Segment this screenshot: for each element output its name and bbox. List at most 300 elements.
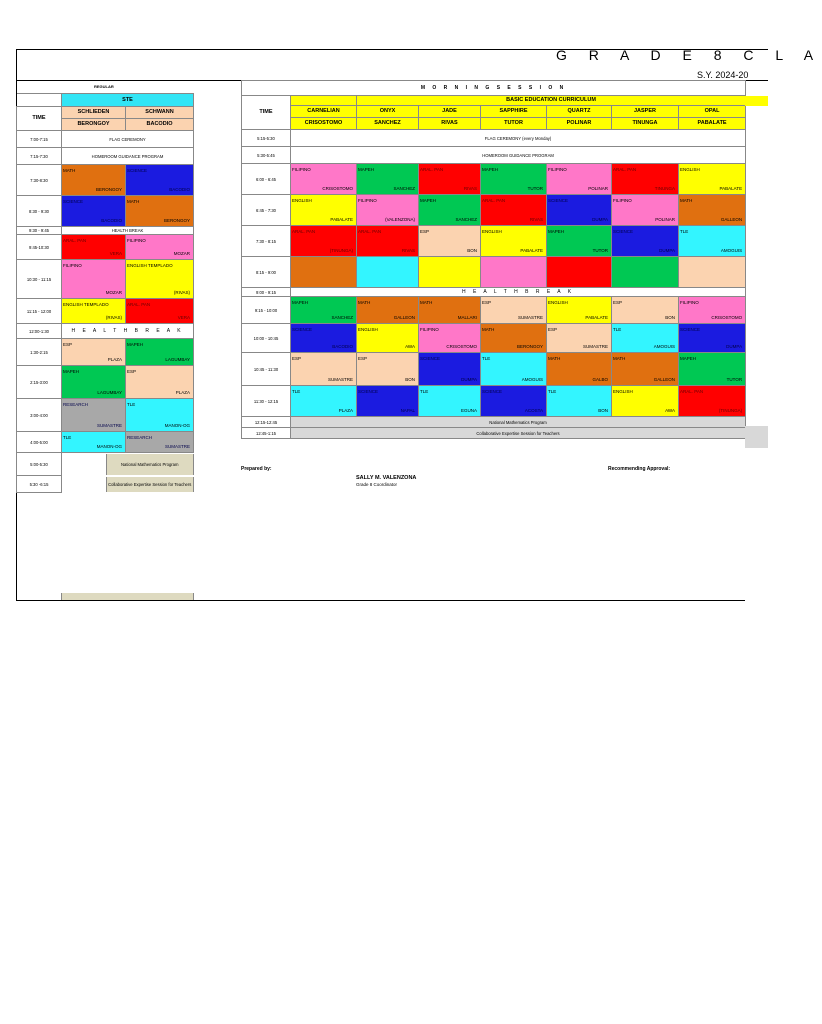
schedule-cell — [612, 257, 679, 288]
overflow-shade — [745, 426, 768, 448]
schedule-cell-content — [547, 164, 611, 194]
teacher-label: BERONGOY — [516, 344, 543, 349]
subject-label: FILIPINO — [420, 327, 439, 332]
subject-label: MAPEH — [680, 356, 697, 361]
schedule-cell — [612, 164, 679, 195]
subject-label: FILIPINO — [613, 198, 632, 203]
schedule-cell — [357, 297, 419, 324]
schedule-cell — [291, 164, 357, 195]
schedule-cell — [126, 366, 194, 399]
time-cell: 11:30 - 12:15 — [242, 386, 291, 417]
schedule-cell — [547, 386, 612, 417]
schedule-cell — [291, 386, 357, 417]
schedule-cell — [126, 299, 194, 324]
teacher-label: SUMASTRE — [165, 444, 191, 449]
schedule-cell-content — [612, 386, 678, 416]
regular-label: REGULAR — [94, 84, 114, 89]
time-cell: 7:00-7:15 — [17, 131, 62, 148]
span-cell: HOMEROOM GUIDANCE PROGRAM — [62, 148, 194, 165]
schedule-cell — [481, 297, 547, 324]
teacher-label: GALLEON — [393, 315, 415, 320]
schedule-cell — [547, 297, 612, 324]
schedule-row — [17, 399, 194, 432]
time-cell: 7:15-7:30 — [17, 148, 62, 165]
teacher-label: PABALATE — [585, 315, 608, 320]
teacher-label: NAPAL — [400, 408, 415, 413]
section-name: CARNELIAN — [291, 106, 357, 118]
schedule-cell-content — [62, 339, 125, 365]
subject-label: MATH — [358, 300, 371, 305]
schedule-cell-content — [481, 195, 546, 225]
schedule-cell — [419, 386, 481, 417]
recommending-approval-label: Recommending Approval: — [608, 466, 671, 472]
teacher-label: EGUNA — [460, 408, 477, 413]
schedule-cell-content — [357, 386, 418, 416]
subject-label: MAPEH — [63, 369, 80, 374]
schedule-cell-content — [481, 386, 546, 416]
span-cell-text: National Mathematics Program — [106, 454, 194, 475]
schedule-cell — [62, 432, 126, 453]
adviser-row — [242, 118, 746, 130]
time-cell: 9:45-10:30 — [17, 235, 62, 260]
subject-label: MAPEH — [358, 167, 375, 172]
span-cell: H E A L T H B R E A K — [291, 288, 746, 297]
time-cell: 5:15-5:30 — [242, 130, 291, 147]
curriculum-label: BASIC EDUCATION CURRICULUM — [357, 96, 746, 106]
section-name: SAPPHIRE — [481, 106, 547, 118]
subject-label: MATH — [420, 300, 433, 305]
session-row — [242, 81, 746, 96]
time-cell: 10:45 - 11:30 — [242, 353, 291, 386]
schedule-cell-content — [612, 324, 678, 352]
blank-cell — [291, 96, 357, 106]
schedule-cell — [291, 195, 357, 226]
schedule-cell-content — [291, 164, 356, 194]
bottom-khaki-strip — [61, 593, 194, 600]
time-cell: 3:00-4:00 — [17, 399, 62, 432]
schedule-cell-content — [679, 324, 745, 352]
schedule-cell — [291, 257, 357, 288]
schedule-row — [242, 428, 746, 439]
schedule-cell-content — [612, 297, 678, 323]
time-cell: 5:00-5:30 — [17, 453, 62, 476]
time-cell: 11:15 - 12:00 — [17, 299, 62, 324]
subject-label: SCIENCE — [63, 199, 84, 204]
schedule-cell — [547, 257, 612, 288]
subject-label: FILIPINO — [127, 238, 146, 243]
subject-label: ESP — [127, 369, 137, 374]
teacher-label: (TINUNGA) — [329, 248, 353, 253]
subject-label: MAPEH — [548, 229, 565, 234]
schedule-cell — [62, 260, 126, 299]
subject-label: ENGLISH — [292, 198, 312, 203]
subject-label: FILIPINO — [358, 198, 377, 203]
subject-label: MATH — [680, 198, 693, 203]
schedule-cell — [291, 226, 357, 257]
subject-label: ENGLISH — [358, 327, 378, 332]
schedule-cell — [612, 353, 679, 386]
schedule-cell-content — [679, 297, 745, 323]
teacher-label: BACODIO — [169, 187, 191, 192]
schedule-cell-content — [612, 353, 678, 385]
section-name: SCHWANN — [126, 107, 194, 119]
schedule-cell-content — [357, 257, 418, 287]
schedule-row — [242, 257, 746, 288]
subject-label: FILIPINO — [680, 300, 699, 305]
teacher-label: TUTOR — [527, 186, 543, 191]
schedule-cell — [547, 226, 612, 257]
time-header: TIME — [242, 96, 291, 130]
schedule-cell — [419, 164, 481, 195]
schedule-cell-content — [357, 297, 418, 323]
schedule-cell-content — [547, 257, 611, 287]
schedule-cell — [419, 353, 481, 386]
schedule-cell-content — [291, 297, 356, 323]
schedule-row — [17, 453, 194, 476]
time-cell: 4:00-5:00 — [17, 432, 62, 453]
prepared-by-label: Prepared by: — [241, 466, 272, 472]
subject-label: RESEARCH — [63, 402, 89, 407]
span-cell-text: Collaborative Expertise Session for Teachers — [106, 477, 194, 492]
time-cell: 12:45-1:15 — [242, 428, 291, 439]
schedule-cell — [679, 164, 746, 195]
schedule-cell — [679, 226, 746, 257]
schedule-cell-content — [291, 195, 356, 225]
subject-label: RESEARCH — [127, 435, 153, 440]
subject-label: TLE — [127, 402, 136, 407]
adviser-name: TUTOR — [481, 118, 547, 130]
schedule-cell — [62, 235, 126, 260]
schedule-cell — [481, 195, 547, 226]
schedule-cell-content — [547, 195, 611, 225]
schedule-cell — [126, 339, 194, 366]
teacher-label: AMOGUIS — [521, 377, 543, 382]
teacher-label: GALLEON — [720, 217, 743, 222]
schedule-cell-content — [126, 432, 193, 452]
subject-label: MAPEH — [292, 300, 309, 305]
schedule-cell — [419, 297, 481, 324]
schedule-cell-content — [62, 366, 125, 398]
span-cell-wrap — [62, 476, 194, 493]
subject-label: ENGLISH TEMPLADO — [127, 263, 173, 268]
schedule-cell — [357, 386, 419, 417]
schedule-cell — [62, 399, 126, 432]
schedule-cell — [481, 226, 547, 257]
schedule-cell-content — [291, 257, 356, 287]
teacher-label: BERONGOY — [95, 187, 122, 192]
schedule-cell — [419, 257, 481, 288]
subject-label: ESP — [292, 356, 302, 361]
schedule-cell — [612, 324, 679, 353]
teacher-label: RIVAS — [463, 186, 477, 191]
subject-label: FILIPINO — [63, 263, 82, 268]
schedule-cell — [126, 432, 194, 453]
schedule-row — [242, 353, 746, 386]
schedule-cell — [126, 235, 194, 260]
time-cell: 6:00 - 6:45 — [242, 164, 291, 195]
schedule-row — [17, 476, 194, 493]
subject-label: TLE — [680, 229, 689, 234]
subject-label: ARAL. PAN — [292, 229, 316, 234]
schedule-cell — [357, 195, 419, 226]
schedule-cell — [62, 299, 126, 324]
ste-label: STE — [62, 94, 194, 107]
schedule-cell — [291, 324, 357, 353]
subject-label: MATH — [548, 356, 561, 361]
schedule-cell — [679, 257, 746, 288]
schedule-row — [17, 131, 194, 148]
adviser-name: BACODIO — [126, 119, 194, 131]
schedule-row — [242, 164, 746, 195]
time-cell: 5:30 -6:15 — [17, 476, 62, 493]
blank-cell — [17, 94, 62, 107]
adviser-name: BERONGOY — [62, 119, 126, 131]
schedule-cell — [291, 353, 357, 386]
schedule-cell-content — [62, 196, 125, 226]
subject-label: MATH — [482, 327, 495, 332]
schedule-cell — [62, 339, 126, 366]
schedule-row — [242, 288, 746, 297]
subject-label: ARAL. PAN — [63, 238, 87, 243]
schedule-cell-content — [481, 353, 546, 385]
teacher-label: POLINAR — [655, 217, 675, 222]
time-cell: 7:30 - 8:15 — [242, 226, 291, 257]
subject-label: ENGLISH — [680, 167, 700, 172]
schedule-cell — [547, 195, 612, 226]
ste-header-row — [17, 94, 194, 107]
adviser-name: PABALATE — [679, 118, 746, 130]
coordinator-name: SALLY M. VALENZONA — [356, 475, 417, 481]
teacher-label: SUMASTRE — [517, 315, 543, 320]
teacher-label: VERA — [109, 251, 122, 256]
teacher-label: PLAZA — [107, 357, 122, 362]
schedule-row — [17, 260, 194, 299]
section-row — [17, 107, 194, 119]
subject-label: SCIENCE — [548, 198, 569, 203]
section-name: OPAL — [679, 106, 746, 118]
time-cell: 1:30-2:15 — [17, 339, 62, 366]
teacher-label: MALLARI — [457, 315, 477, 320]
schedule-row — [17, 196, 194, 227]
subject-label: ARAL. PAN — [613, 167, 637, 172]
schedule-row — [17, 366, 194, 399]
teacher-label: CRISOSTOMO — [711, 315, 743, 320]
schedule-cell-content — [357, 164, 418, 194]
subject-label: ENGLISH — [548, 300, 568, 305]
teacher-label: PABALATE — [719, 186, 743, 191]
schedule-row — [242, 386, 746, 417]
teacher-label: TINUNGA — [654, 186, 675, 191]
schedule-cell — [357, 324, 419, 353]
time-cell: 8:30 - 9:30 — [17, 196, 62, 227]
schedule-cell-content — [547, 353, 611, 385]
subject-label: ARAL. PAN — [420, 167, 444, 172]
section-name: SCHLIEDEN — [62, 107, 126, 119]
schedule-cell-content — [679, 164, 745, 194]
teacher-label: SUMASTRE — [96, 423, 122, 428]
schedule-cell-content — [679, 386, 745, 416]
schedule-cell — [357, 164, 419, 195]
teacher-label: RIVAS — [529, 217, 543, 222]
schedule-cell — [679, 324, 746, 353]
schedule-cell — [612, 386, 679, 417]
subject-label: TLE — [420, 389, 429, 394]
teacher-label: DUMPA — [659, 248, 675, 253]
schedule-cell-content — [481, 324, 546, 352]
teacher-label: MANON-OG — [96, 444, 122, 449]
teacher-label: POLINAR — [588, 186, 608, 191]
schedule-cell-content — [291, 386, 356, 416]
schedule-cell — [419, 226, 481, 257]
schedule-cell-content — [62, 399, 125, 431]
schedule-row — [242, 130, 746, 147]
subject-label: SCIENCE — [292, 327, 313, 332]
schedule-cell — [291, 297, 357, 324]
schedule-row — [17, 235, 194, 260]
schedule-cell-content — [419, 353, 480, 385]
subject-label: SCIENCE — [680, 327, 701, 332]
adviser-name: CRISOSTOMO — [291, 118, 357, 130]
schedule-cell — [547, 353, 612, 386]
time-cell: 8:15 - 9:00 — [242, 257, 291, 288]
schedule-cell — [126, 260, 194, 299]
teacher-label: BACODIO — [101, 218, 122, 223]
teacher-label: PABALATE — [520, 248, 543, 253]
schedule-row — [242, 147, 746, 164]
schedule-cell — [126, 165, 194, 196]
time-cell: 9:00 - 9:15 — [242, 288, 291, 297]
schedule-cell-content — [126, 235, 193, 259]
time-cell: 10:30 - 11:15 — [17, 260, 62, 299]
schedule-cell-content — [612, 257, 678, 287]
teacher-label: PLAZA — [338, 408, 353, 413]
teacher-label: BON — [598, 408, 608, 413]
subject-label: MATH — [613, 356, 626, 361]
teacher-label: DUMPA — [461, 377, 477, 382]
schedule-cell-content — [679, 195, 745, 225]
adviser-name: POLINAR — [547, 118, 612, 130]
teacher-label: VERA — [177, 315, 191, 320]
schedule-row — [242, 195, 746, 226]
time-cell: 5:30-5:45 — [242, 147, 291, 164]
teacher-label: (RIVAS) — [173, 290, 191, 295]
schedule-cell — [481, 164, 547, 195]
teacher-label: (TINUNGA) — [718, 408, 743, 413]
teacher-label: BERONGOY — [164, 218, 191, 223]
subject-label: MAPEH — [127, 342, 144, 347]
schedule-cell — [481, 324, 547, 353]
session-title: M O R N I N G S E S S I O N — [242, 81, 746, 96]
schedule-cell-content — [679, 226, 745, 256]
teacher-label: PLAZA — [175, 390, 191, 395]
schedule-cell — [612, 226, 679, 257]
teacher-label: PABALATE — [330, 217, 353, 222]
schedule-cell — [419, 195, 481, 226]
teacher-label: TUTOR — [726, 377, 743, 382]
schedule-row — [242, 226, 746, 257]
subject-label: MAPEH — [420, 198, 437, 203]
time-header: TIME — [17, 107, 62, 131]
schedule-cell — [481, 386, 547, 417]
teacher-label: LAGUMBAY — [165, 357, 191, 362]
schedule-cell-content — [419, 226, 480, 256]
schedule-row — [17, 148, 194, 165]
time-cell: 12:15-12:45 — [242, 417, 291, 428]
teacher-label: LAGUMBAY — [97, 390, 122, 395]
subject-label: ESP — [482, 300, 492, 305]
overflow-yellow — [745, 96, 768, 106]
page-title: G R A D E 8 C L A — [556, 47, 822, 63]
time-cell: 9:15 - 10:00 — [242, 297, 291, 324]
schedule-cell — [126, 196, 194, 227]
subject-label: MATH — [63, 168, 76, 173]
subject-label: ESP — [420, 229, 430, 234]
schedule-cell-content — [547, 226, 611, 256]
schedule-cell-content — [62, 299, 125, 323]
subject-label: TLE — [63, 435, 72, 440]
teacher-label: AWA — [665, 408, 675, 413]
coordinator-role: Grade 8 Coordinator — [356, 482, 398, 487]
schedule-row — [17, 432, 194, 453]
subject-label: FILIPINO — [292, 167, 311, 172]
subject-label: ESP — [548, 327, 558, 332]
teacher-label: RIVAS — [401, 248, 415, 253]
span-cell-wrap — [62, 453, 194, 476]
schedule-cell-content — [126, 366, 193, 398]
teacher-label: AWA — [405, 344, 415, 349]
schedule-row — [242, 324, 746, 353]
subject-label: SCIENCE — [358, 389, 379, 394]
subject-label: FILIPINO — [548, 167, 567, 172]
schedule-row — [242, 297, 746, 324]
teacher-label: AMOGUIS — [653, 344, 675, 349]
subject-label: ARAL. PAN — [358, 229, 382, 234]
schedule-cell — [62, 165, 126, 196]
schedule-cell — [547, 324, 612, 353]
schedule-cell-content — [62, 260, 125, 298]
schedule-cell-content — [547, 324, 611, 352]
teacher-label: CRISOSTOMO — [446, 344, 477, 349]
subject-label: MATH — [127, 199, 140, 204]
schedule-cell — [547, 164, 612, 195]
schedule-cell — [481, 257, 547, 288]
schedule-cell-content — [547, 386, 611, 416]
schedule-cell-content — [126, 196, 193, 226]
section-name: JASPER — [612, 106, 679, 118]
teacher-label: SUMASTRE — [582, 344, 608, 349]
subject-label: ESP — [358, 356, 368, 361]
schedule-cell-content — [419, 386, 480, 416]
schedule-cell-content — [419, 297, 480, 323]
subject-label: MAPEH — [482, 167, 499, 172]
schedule-cell — [357, 353, 419, 386]
schedule-cell-content — [357, 226, 418, 256]
schedule-cell-content — [126, 260, 193, 298]
span-cell: Collaborative Expertise Session for Teachers — [291, 428, 746, 439]
section-name: JADE — [419, 106, 481, 118]
section-row — [242, 106, 746, 118]
schedule-row — [17, 227, 194, 235]
schedule-cell-content — [126, 299, 193, 323]
teacher-label: MOZAR — [105, 290, 122, 295]
teacher-label: GALLEON — [653, 377, 675, 382]
schedule-cell — [126, 399, 194, 432]
schedule-cell — [62, 196, 126, 227]
schedule-cell — [679, 353, 746, 386]
teacher-label: MOZAR — [173, 251, 191, 256]
schedule-cell-content — [547, 297, 611, 323]
schedule-cell — [679, 195, 746, 226]
